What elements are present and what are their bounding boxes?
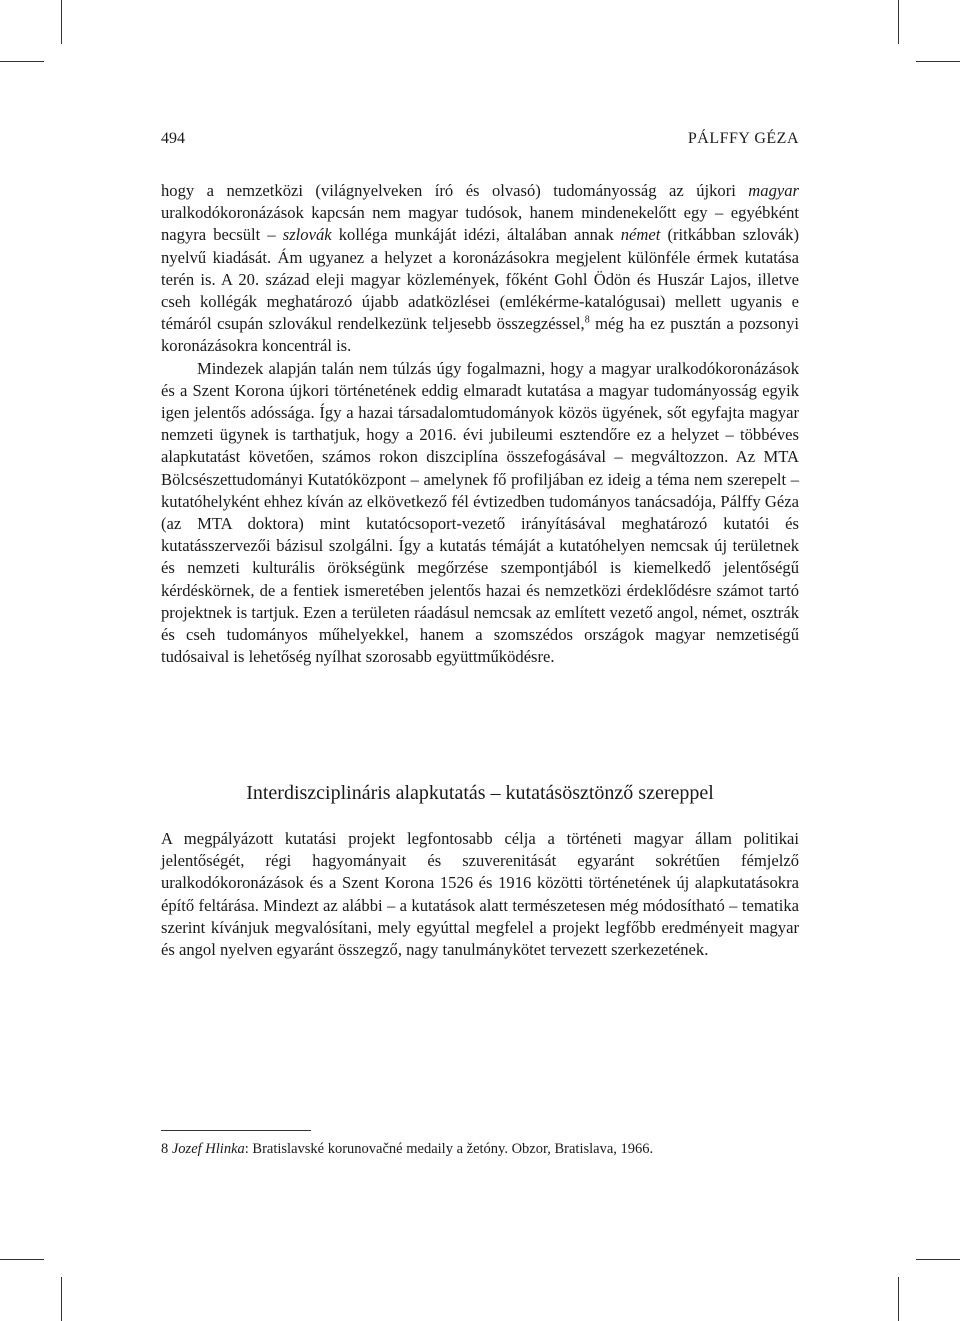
crop-mark [61,1277,62,1321]
crop-mark [898,0,899,44]
crop-mark [0,61,44,62]
footnote-number: 8 [161,1141,169,1157]
crop-mark [61,0,62,44]
footnote-author: Jozef Hlinka [171,1141,245,1157]
body-text-top [161,180,799,668]
text-run: kolléga munkáját idézi, általában annak [331,225,621,245]
page-number: 494 [161,130,185,147]
crop-mark [916,61,960,62]
footnote-divider [161,1130,311,1131]
paragraph-1 [161,180,799,358]
footnote [161,1139,799,1159]
crop-mark [916,1259,960,1260]
body-text-bottom [161,828,799,961]
crop-mark [0,1259,44,1260]
text-run: még ha ez pusztán a pozsonyi koronázásokra koncentrál is. [161,314,800,356]
paragraph-2: Mindezek alapján talán nem túlzás úgy fogalmazni, hogy a magyar uralkodókoronázások és a Szent Korona újkori történetének eddig elmaradt kutatása a magyar tudományosság egyik igen jelentős adóssága. Így a hazai társadalomtudományok közös ügyének, sőt egyfajta magyar nemzeti ügynek is tarthatjuk, hogy a 2016. évi jubileumi esztendőre ez a helyzet – többéves alapkutatást követően, számos rokon diszciplína összefogásával – megváltozzon. Az MTA Bölcsészettudományi Kutatóközpont – amelynek fő profiljában ez ideig a téma nem szerepelt – kutatóhelyként ehhez kíván az elkövetkező fél évtizedben tudományos tanácsadója, Pálffy Géza (az MTA doktora) mint kutatócsoport-vezető irányításával meghatározó kutatói és kutatásszervezői bázisul szolgálni. Így a kutatás témáját a kutatóhelyen nemcsak új területnek és nemzeti kulturális örökségünk megőrzése szempontjából is kiemelkedő jelentőségű kérdéskörnek, de a fentiek ismeretében jelentős hazai és nemzetközi érdeklődésre számot tartó projektnek is tartjuk. Ezen a területen ráadásul nemcsak az említett vezető angol, német, osztrák és cseh tudományos műhelyekkel, hanem a szomszédos országok magyar nemzetiségű tudósaival is lehetőség nyílhat szorosabb együttműködésre. [161,358,799,667]
crop-mark [898,1277,899,1321]
footnote-citation: : Bratislavské korunovačné medaily a žetóny. Obzor, Bratislava, 1966. [244,1141,654,1157]
italic-run: magyar [748,181,799,200]
italic-run: német [620,225,661,245]
text-run: hogy a nemzetközi (világnyelveken író és olvasó) tudományosság az újkori [161,181,749,200]
italic-run: szlovák [282,225,332,245]
footnote-reference[interactable]: 8 [584,314,590,326]
running-author: PÁLFFY GÉZA [687,130,799,147]
section-heading: Interdiszciplináris alapkutatás – kutatásösztönző szereppel [246,782,714,804]
text-run: uralkodókoronázások kapcsán nem magyar tudósok, hanem mindenekelőtt egy – egyébként nagyra becsült – [161,203,799,245]
running-header [161,128,799,150]
text-run: (ritkábban szlovák) nyelvű kiadását. Ám ugyanez a helyzet a koronázásokra megjelent különféle érmek kutatása terén is. A 20. század eleji magyar közlemények, főként Gohl Ödön és Huszár Lajos, illetve cseh kollégák meghatározó újabb adatközlései (emlékérme-katalógusai) mellett ugyanis e témáról csupán szlovákul rendelkezünk teljesebb összegzéssel, [161,225,799,334]
paragraph-3: A megpályázott kutatási projekt legfontosabb célja a történeti magyar állam politikai jelentőségét, régi hagyományait és szuverenitását egyaránt sokrétűen fémjelző uralkodókoronázások és a Szent Korona 1526 és 1916 közötti történetének új alapkutatásokra építő feltárása. Mindezt az alábbi – a kutatások alatt természetesen még módosítható – tematika szerint kívánjuk megvalósítani, mely egyúttal megfelel a projekt legfőbb eredményeit magyar és angol nyelven egyaránt összegző, nagy tanulmánykötet tervezett szerkezetének. [161,829,799,960]
